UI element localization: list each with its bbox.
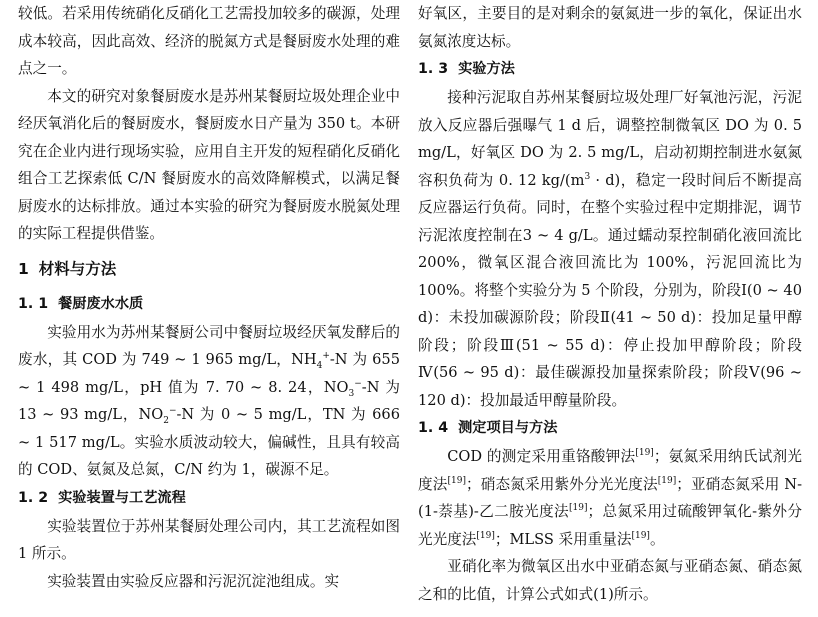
superscript: 3 — [584, 171, 591, 182]
subsection-title: 餐厨废水水质 — [58, 295, 144, 312]
citation: [19] — [569, 503, 588, 514]
subsection-number: 1. 2 — [18, 489, 49, 506]
intro-paragraph-tail: 较低。若采用传统硝化反硝化工艺需投加较多的碳源，处理成本较高，因此高效、经济的脱氮方式是餐厨废水处理的难点之一。 — [18, 5, 400, 77]
subsection-title: 实验装置与工艺流程 — [58, 489, 186, 506]
section-1-heading — [18, 248, 400, 290]
text-run: · d)，稳定一段时间后不断提高反应器运行负荷。同时，在整个实验过程中定期排泥，调节污泥浓度控制在3 ~ 4 g/L。通过蠕动泵控制硝化液回流比 200%，微氧区混合液回流比为 100%，污泥回流比为 100%。将整个实验分为 5 个阶段，分别为，阶段Ⅰ(0 ~ 40 d)：未投加碳源阶段；阶段Ⅱ(41 ~ 50 d)：投加足量甲醇阶段；阶段Ⅲ(51 ~ 55 d)：停止投加甲醇阶段；阶段Ⅳ(56 ~ 95 d)：最佳碳源投加量探索阶段；阶段Ⅴ(96 ~ 120 d)：投加最适甲醇量阶段。 — [418, 171, 802, 409]
citation: [19] — [657, 475, 677, 486]
subsection-title: 实验方法 — [458, 61, 515, 77]
nitrite-ratio-paragraph: 亚硝化率为微氧区出水中亚硝态氮与亚硝态氮、硝态氮之和的比值，计算公式如式(1)所示。 — [418, 558, 802, 603]
text-run: ；硝态氮采用紫外分光光度法 — [466, 475, 658, 493]
text-run: -N 为 655 ~ 1 498 mg/L，pH 值为 7. 70 ~ 8. 24，NO — [18, 351, 400, 396]
citation: [19] — [447, 475, 466, 486]
subsection-1-3-heading — [418, 55, 802, 84]
device-composition-paragraph: 实验装置由实验反应器和污泥沉淀池组成。实 — [47, 572, 340, 590]
superscript: − — [354, 378, 362, 389]
section-number: 1 — [18, 259, 29, 278]
text-run: 实验用水为苏州某餐厨公司中餐厨垃圾经厌氧发酵后的废水，其 COD 为 749 ~ 1 965 mg/L，NH — [18, 323, 400, 368]
subsection-1-1-heading — [18, 290, 400, 319]
subscript: 2 — [163, 415, 169, 426]
text-run: COD 的测定采用重铬酸钾法 — [447, 448, 636, 465]
subsection-number: 1. 4 — [418, 420, 449, 436]
subsection-number: 1. 1 — [18, 295, 49, 312]
subsection-1-2-heading — [18, 484, 400, 513]
superscript: + — [322, 351, 330, 362]
subsection-title: 测定项目与方法 — [458, 420, 558, 436]
study-object-paragraph: 本文的研究对象餐厨废水是苏州某餐厨垃圾处理企业中经厌氧消化后的餐厨废水，餐厨废水日产量为 350 t。本研究在企业内进行现场实验，应用自主开发的短程硝化反硝化组合工艺探索低 C/N 餐厨废水的高效降解模式，以满足餐厨废水的达标排放。通过本实验的研究为餐厨废水脱氮处理的实际工程提供借鉴。 — [18, 87, 400, 242]
subsection-1-4-heading — [418, 414, 802, 443]
section-title: 材料与方法 — [38, 259, 117, 278]
citation: [19] — [631, 530, 650, 541]
text-run: 。 — [649, 530, 665, 548]
right-column — [418, 0, 802, 617]
text-run: ；总氮采用过硫酸钾氧化-紫外分光光度法 — [418, 503, 802, 548]
citation: [19] — [635, 448, 654, 459]
left-column — [18, 0, 400, 617]
subscript: 3 — [348, 388, 355, 399]
text-run: ；亚硝态氮采用 N-(1-萘基)-乙二胺光度法 — [418, 475, 802, 520]
text-run: -N 为 13 ~ 93 mg/L，NO — [18, 378, 400, 423]
method-paragraph — [418, 84, 802, 414]
superscript: − — [168, 406, 177, 417]
subscript: 4 — [316, 360, 323, 371]
device-location-paragraph: 实验装置位于苏州某餐厨处理公司内，其工艺流程如图 1 所示。 — [18, 517, 400, 562]
citation: [19] — [476, 530, 495, 541]
text-run: 接种污泥取自苏州某餐厨垃圾处理厂好氧池污泥，污泥放入反应器后强曝气 1 d 后，调整控制微氧区 DO 为 0. 5 mg/L，好氧区 DO 为 2. 5 mg/L，启动初期控制进水氨氮容积负荷为 0. 12 kg/(m — [418, 89, 802, 189]
continued-paragraph: 好氧区，主要目的是对剩余的氨氮进一步的氧化，保证出水氨氮浓度达标。 — [418, 5, 802, 50]
text-run: ；氨氮采用纳氏试剂光度法 — [418, 448, 802, 493]
subsection-number: 1. 3 — [418, 61, 449, 77]
text-run: -N 为 0 ~ 5 mg/L，TN 为 666 ~ 1 517 mg/L。实验水质波动较大，偏碱性，且具有较高的 COD、氨氮及总氮，C/N 约为 1，碳源不足。 — [18, 406, 400, 478]
measurement-paragraph — [418, 443, 802, 553]
text-run: ；MLSS 采用重量法 — [494, 530, 632, 548]
water-quality-paragraph — [18, 319, 400, 484]
